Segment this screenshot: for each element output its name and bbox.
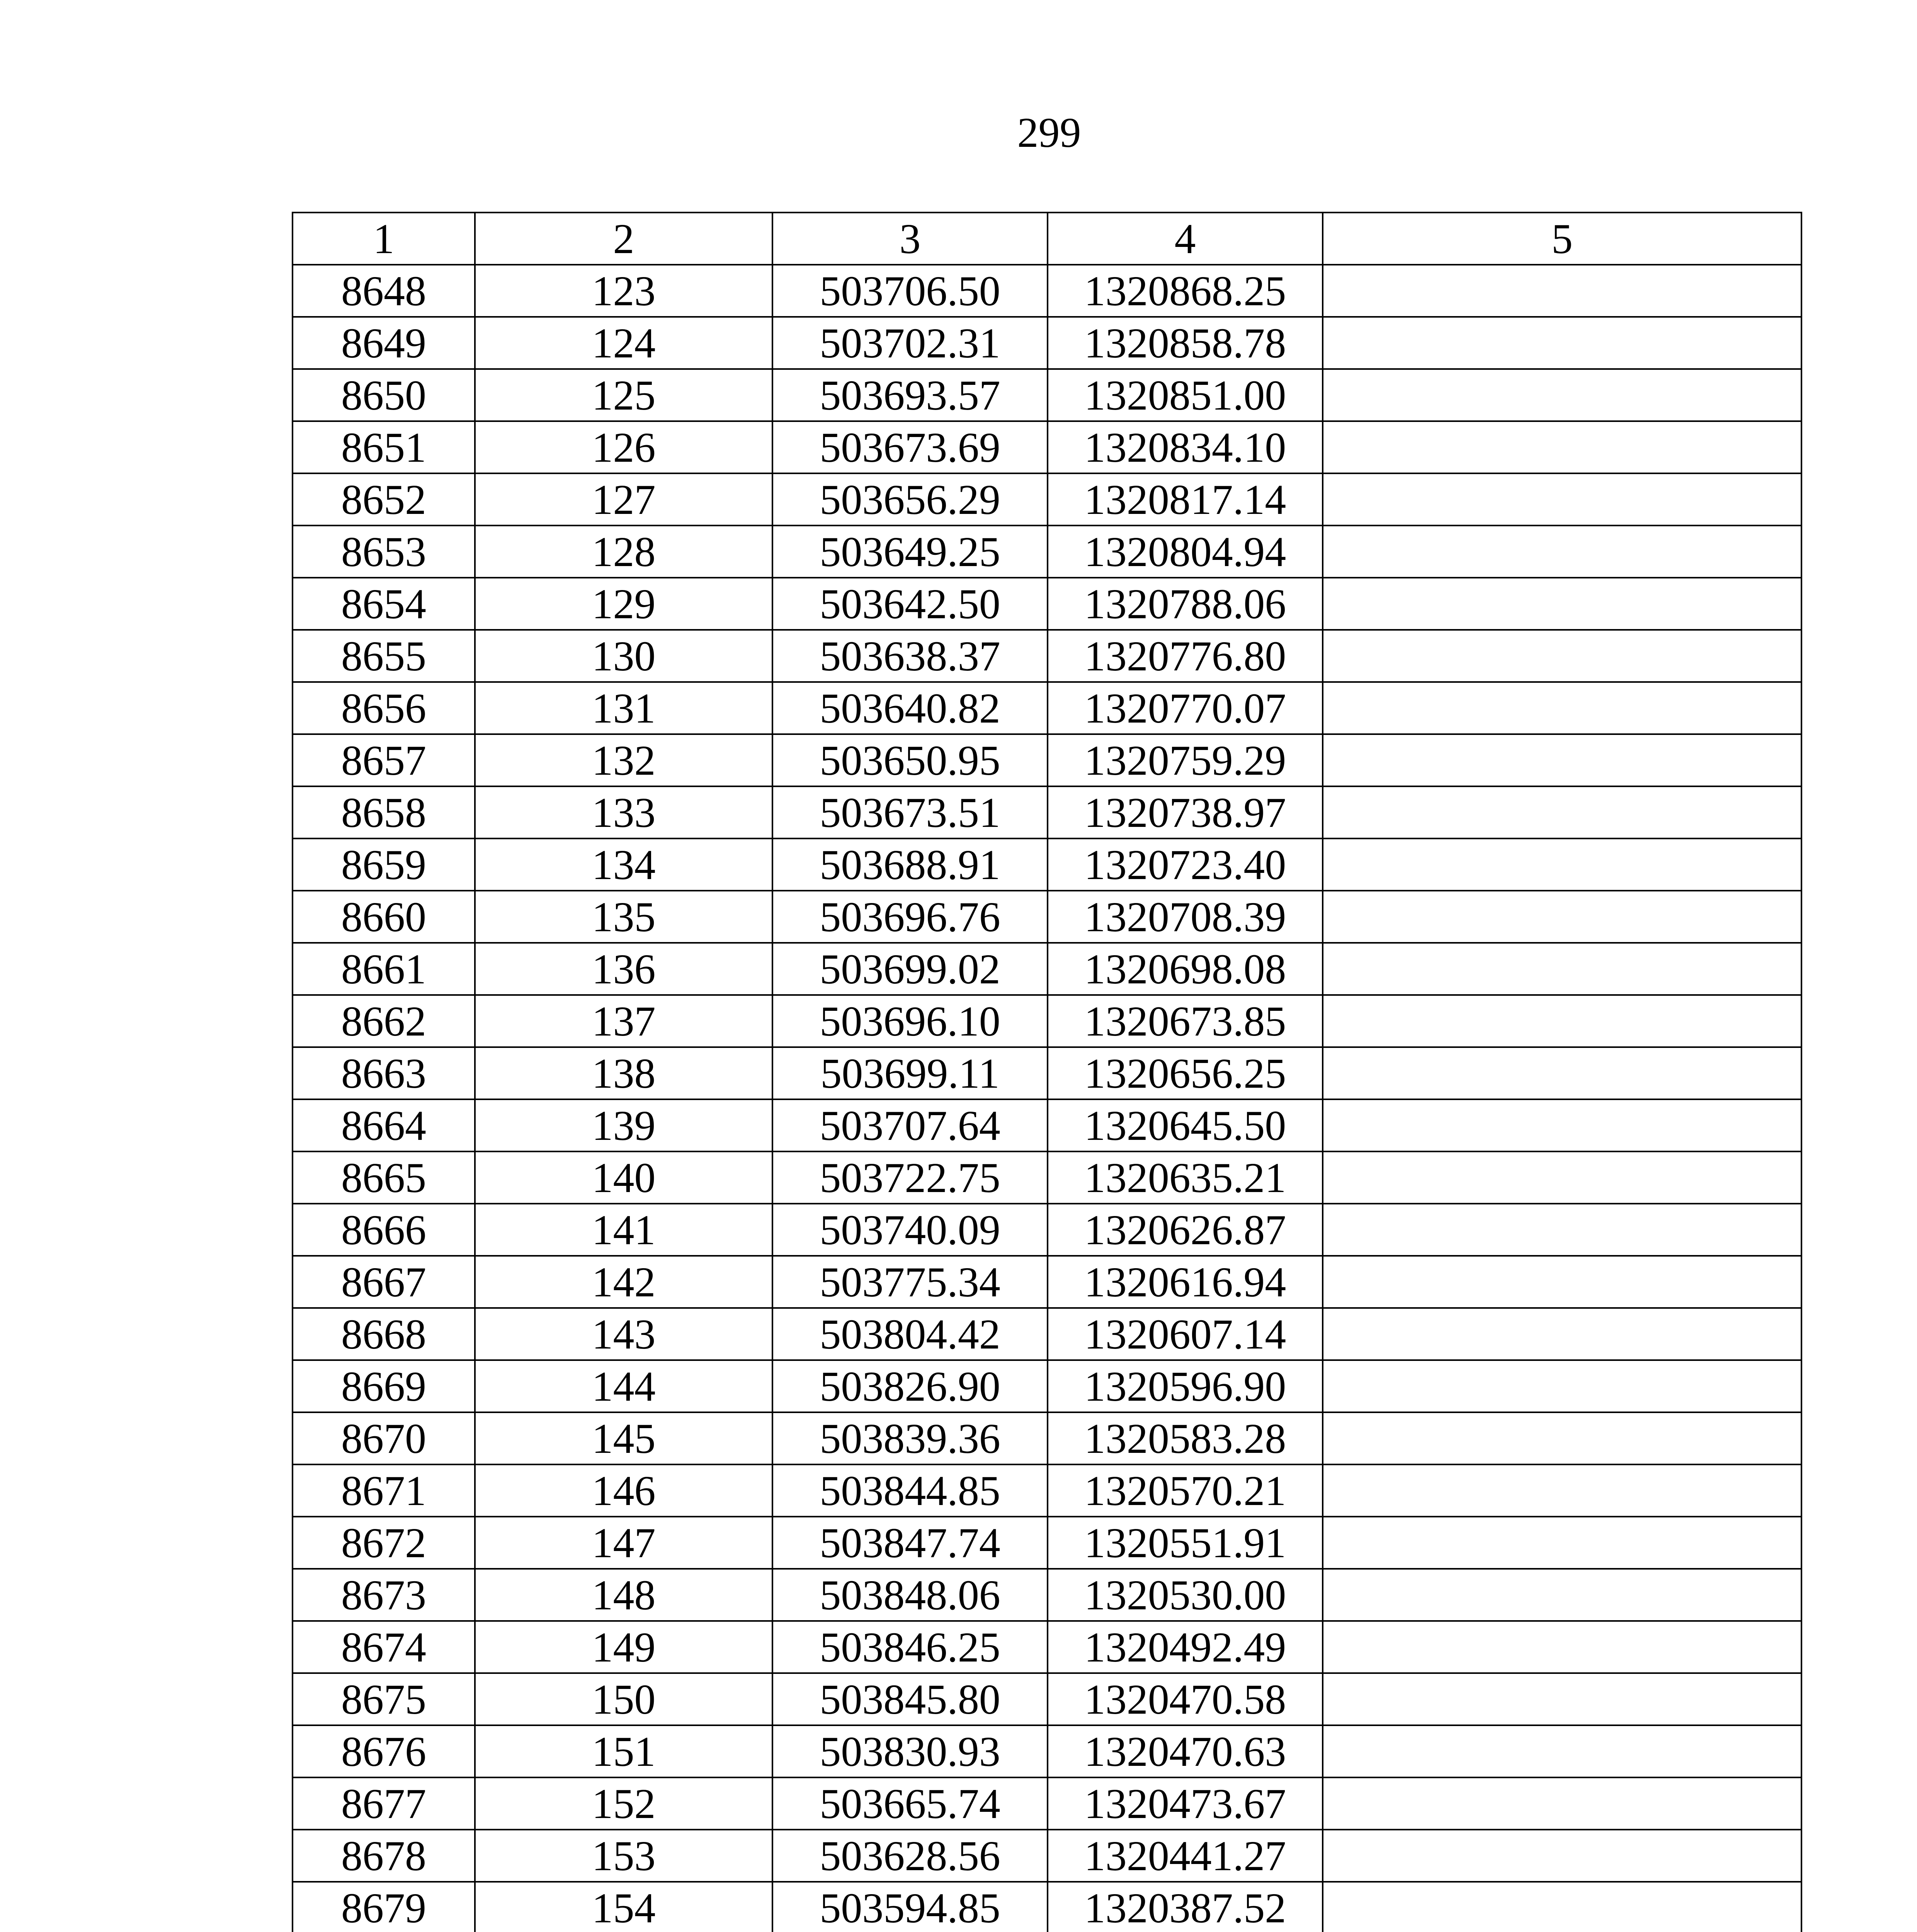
table-cell: 503775.34 bbox=[772, 1256, 1048, 1308]
table-cell: 1320851.00 bbox=[1048, 369, 1323, 421]
table-cell: 1320770.07 bbox=[1048, 682, 1323, 734]
table-row bbox=[293, 838, 1801, 891]
table-cell: 1320441.27 bbox=[1048, 1830, 1323, 1882]
table-cell: 503638.37 bbox=[772, 630, 1048, 682]
table-cell: 150 bbox=[475, 1673, 772, 1725]
table-cell: 1320817.14 bbox=[1048, 473, 1323, 526]
table-cell: 8674 bbox=[293, 1621, 475, 1673]
table-cell: 503656.29 bbox=[772, 473, 1048, 526]
table-cell bbox=[1323, 578, 1801, 630]
table-cell: 8660 bbox=[293, 891, 475, 943]
table-cell: 8650 bbox=[293, 369, 475, 421]
table-cell: 1320635.21 bbox=[1048, 1151, 1323, 1204]
table-row bbox=[293, 1256, 1801, 1308]
table-row bbox=[293, 682, 1801, 734]
table-cell: 503804.42 bbox=[772, 1308, 1048, 1360]
table-cell: 503839.36 bbox=[772, 1412, 1048, 1464]
table-row bbox=[293, 891, 1801, 943]
table-cell: 137 bbox=[475, 995, 772, 1047]
table-cell bbox=[1323, 317, 1801, 369]
table-row bbox=[293, 1308, 1801, 1360]
table-cell: 8655 bbox=[293, 630, 475, 682]
table-cell: 136 bbox=[475, 943, 772, 995]
table-cell: 8653 bbox=[293, 526, 475, 578]
table-cell: 138 bbox=[475, 1047, 772, 1099]
table-cell: 8664 bbox=[293, 1099, 475, 1151]
table-cell: 8656 bbox=[293, 682, 475, 734]
table-cell: 8654 bbox=[293, 578, 475, 630]
table-cell bbox=[1323, 473, 1801, 526]
table-cell: 146 bbox=[475, 1464, 772, 1517]
table-cell: 1320834.10 bbox=[1048, 421, 1323, 473]
table-row bbox=[293, 1882, 1801, 1932]
table-cell: 503707.64 bbox=[772, 1099, 1048, 1151]
table-cell: 126 bbox=[475, 421, 772, 473]
table-cell bbox=[1323, 1256, 1801, 1308]
table-cell: 8665 bbox=[293, 1151, 475, 1204]
table-row bbox=[293, 786, 1801, 838]
table-cell: 503650.95 bbox=[772, 734, 1048, 786]
table-cell: 139 bbox=[475, 1099, 772, 1151]
table-cell: 123 bbox=[475, 265, 772, 317]
table-cell: 125 bbox=[475, 369, 772, 421]
table-cell: 503848.06 bbox=[772, 1569, 1048, 1621]
table-cell: 8678 bbox=[293, 1830, 475, 1882]
table-row bbox=[293, 734, 1801, 786]
page-number: 299 bbox=[1017, 109, 1081, 156]
table-cell: 8677 bbox=[293, 1777, 475, 1830]
table-cell: 1320788.06 bbox=[1048, 578, 1323, 630]
table-cell bbox=[1323, 1308, 1801, 1360]
table-cell: 1320626.87 bbox=[1048, 1204, 1323, 1256]
table-cell: 152 bbox=[475, 1777, 772, 1830]
table-cell: 1320698.08 bbox=[1048, 943, 1323, 995]
table-cell: 8657 bbox=[293, 734, 475, 786]
table-cell: 149 bbox=[475, 1621, 772, 1673]
table-cell: 8658 bbox=[293, 786, 475, 838]
table-cell: 8649 bbox=[293, 317, 475, 369]
table-cell: 1320759.29 bbox=[1048, 734, 1323, 786]
table-cell: 8652 bbox=[293, 473, 475, 526]
table-cell: 1320858.78 bbox=[1048, 317, 1323, 369]
table-cell: 151 bbox=[475, 1725, 772, 1777]
table-cell: 8667 bbox=[293, 1256, 475, 1308]
table-cell: 8671 bbox=[293, 1464, 475, 1517]
table-cell: 132 bbox=[475, 734, 772, 786]
table-cell: 1320551.91 bbox=[1048, 1517, 1323, 1569]
table-row bbox=[293, 1204, 1801, 1256]
table-cell: 1320596.90 bbox=[1048, 1360, 1323, 1412]
table-row bbox=[293, 578, 1801, 630]
table-cell: 1320804.94 bbox=[1048, 526, 1323, 578]
table-cell: 133 bbox=[475, 786, 772, 838]
table-cell: 1320492.49 bbox=[1048, 1621, 1323, 1673]
table-row bbox=[293, 943, 1801, 995]
coordinates-table bbox=[292, 212, 1802, 1932]
table-cell: 142 bbox=[475, 1256, 772, 1308]
table-row bbox=[293, 1464, 1801, 1517]
table-cell bbox=[1323, 786, 1801, 838]
table-cell: 503740.09 bbox=[772, 1204, 1048, 1256]
table-cell: 1320387.52 bbox=[1048, 1882, 1323, 1932]
table-header-row bbox=[293, 213, 1801, 265]
table-cell: 503722.75 bbox=[772, 1151, 1048, 1204]
table-cell: 1320645.50 bbox=[1048, 1099, 1323, 1151]
table-cell bbox=[1323, 734, 1801, 786]
table-cell bbox=[1323, 630, 1801, 682]
table-cell: 1320776.80 bbox=[1048, 630, 1323, 682]
table-cell: 8659 bbox=[293, 838, 475, 891]
column-header: 3 bbox=[772, 213, 1048, 265]
table-cell: 1320673.85 bbox=[1048, 995, 1323, 1047]
table-cell: 8669 bbox=[293, 1360, 475, 1412]
table-cell: 503673.69 bbox=[772, 421, 1048, 473]
table-cell: 8675 bbox=[293, 1673, 475, 1725]
table-cell: 1320607.14 bbox=[1048, 1308, 1323, 1360]
table-cell: 1320616.94 bbox=[1048, 1256, 1323, 1308]
table-cell bbox=[1323, 943, 1801, 995]
table-cell: 503826.90 bbox=[772, 1360, 1048, 1412]
table-row bbox=[293, 1517, 1801, 1569]
table-cell: 128 bbox=[475, 526, 772, 578]
table-cell: 8651 bbox=[293, 421, 475, 473]
table-row bbox=[293, 1360, 1801, 1412]
table-cell: 8666 bbox=[293, 1204, 475, 1256]
table-row bbox=[293, 1569, 1801, 1621]
table-cell: 1320738.97 bbox=[1048, 786, 1323, 838]
table-row bbox=[293, 1777, 1801, 1830]
table-row bbox=[293, 526, 1801, 578]
table-cell: 503699.11 bbox=[772, 1047, 1048, 1099]
table-cell: 141 bbox=[475, 1204, 772, 1256]
column-header: 1 bbox=[293, 213, 475, 265]
column-header: 2 bbox=[475, 213, 772, 265]
table-row bbox=[293, 1412, 1801, 1464]
table-cell: 124 bbox=[475, 317, 772, 369]
table-cell: 147 bbox=[475, 1517, 772, 1569]
table-row bbox=[293, 1151, 1801, 1204]
table-cell: 1320470.63 bbox=[1048, 1725, 1323, 1777]
table-cell: 503699.02 bbox=[772, 943, 1048, 995]
table-cell: 503673.51 bbox=[772, 786, 1048, 838]
table-cell: 1320656.25 bbox=[1048, 1047, 1323, 1099]
table-cell: 1320473.67 bbox=[1048, 1777, 1323, 1830]
table-cell bbox=[1323, 1204, 1801, 1256]
table-cell: 503847.74 bbox=[772, 1517, 1048, 1569]
table-cell: 135 bbox=[475, 891, 772, 943]
table-cell: 503844.85 bbox=[772, 1464, 1048, 1517]
table-cell: 153 bbox=[475, 1830, 772, 1882]
table-cell: 503688.91 bbox=[772, 838, 1048, 891]
table-cell: 503846.25 bbox=[772, 1621, 1048, 1673]
table-cell bbox=[1323, 995, 1801, 1047]
table-cell: 8661 bbox=[293, 943, 475, 995]
table-cell: 8670 bbox=[293, 1412, 475, 1464]
table-cell bbox=[1323, 1777, 1801, 1830]
table-cell: 503696.10 bbox=[772, 995, 1048, 1047]
table-cell: 503693.57 bbox=[772, 369, 1048, 421]
table-cell: 503665.74 bbox=[772, 1777, 1048, 1830]
column-header: 4 bbox=[1048, 213, 1323, 265]
table-body bbox=[293, 265, 1801, 1932]
table-cell bbox=[1323, 1569, 1801, 1621]
table-cell: 8662 bbox=[293, 995, 475, 1047]
table-cell: 1320583.28 bbox=[1048, 1412, 1323, 1464]
table-cell: 130 bbox=[475, 630, 772, 682]
table-cell: 503649.25 bbox=[772, 526, 1048, 578]
table-cell: 144 bbox=[475, 1360, 772, 1412]
table-cell: 503628.56 bbox=[772, 1830, 1048, 1882]
table-cell: 503830.93 bbox=[772, 1725, 1048, 1777]
table-cell bbox=[1323, 369, 1801, 421]
table-row bbox=[293, 1725, 1801, 1777]
table-cell: 143 bbox=[475, 1308, 772, 1360]
table-row bbox=[293, 995, 1801, 1047]
table-cell: 1320570.21 bbox=[1048, 1464, 1323, 1517]
table-cell: 1320470.58 bbox=[1048, 1673, 1323, 1725]
table-row bbox=[293, 1673, 1801, 1725]
table-cell: 8676 bbox=[293, 1725, 475, 1777]
table-cell bbox=[1323, 1412, 1801, 1464]
table-row bbox=[293, 473, 1801, 526]
table-row bbox=[293, 1621, 1801, 1673]
table-cell bbox=[1323, 1673, 1801, 1725]
table-cell: 148 bbox=[475, 1569, 772, 1621]
table-cell bbox=[1323, 1621, 1801, 1673]
table-cell: 1320868.25 bbox=[1048, 265, 1323, 317]
table-cell: 503642.50 bbox=[772, 578, 1048, 630]
table-cell bbox=[1323, 1047, 1801, 1099]
table-cell: 503845.80 bbox=[772, 1673, 1048, 1725]
table-cell bbox=[1323, 838, 1801, 891]
table-cell bbox=[1323, 421, 1801, 473]
table-cell bbox=[1323, 1882, 1801, 1932]
table-cell bbox=[1323, 1830, 1801, 1882]
table-cell: 8663 bbox=[293, 1047, 475, 1099]
table-cell: 8668 bbox=[293, 1308, 475, 1360]
table-row bbox=[293, 1099, 1801, 1151]
table-cell: 503594.85 bbox=[772, 1882, 1048, 1932]
table-cell bbox=[1323, 1151, 1801, 1204]
table-cell bbox=[1323, 1360, 1801, 1412]
table-cell: 154 bbox=[475, 1882, 772, 1932]
table-cell bbox=[1323, 1099, 1801, 1151]
table-cell: 503706.50 bbox=[772, 265, 1048, 317]
table-cell: 127 bbox=[475, 473, 772, 526]
table-cell: 134 bbox=[475, 838, 772, 891]
table-cell: 8673 bbox=[293, 1569, 475, 1621]
table-cell bbox=[1323, 265, 1801, 317]
table-row bbox=[293, 317, 1801, 369]
table-cell: 503702.31 bbox=[772, 317, 1048, 369]
table-cell: 1320530.00 bbox=[1048, 1569, 1323, 1621]
table-cell: 129 bbox=[475, 578, 772, 630]
table-cell: 503696.76 bbox=[772, 891, 1048, 943]
table-cell: 503640.82 bbox=[772, 682, 1048, 734]
table-cell: 1320708.39 bbox=[1048, 891, 1323, 943]
table-cell bbox=[1323, 526, 1801, 578]
table-row bbox=[293, 1047, 1801, 1099]
table-cell bbox=[1323, 1725, 1801, 1777]
table-cell bbox=[1323, 1517, 1801, 1569]
table-cell: 8648 bbox=[293, 265, 475, 317]
table-cell: 145 bbox=[475, 1412, 772, 1464]
table-cell: 140 bbox=[475, 1151, 772, 1204]
table-cell bbox=[1323, 1464, 1801, 1517]
table-cell: 8679 bbox=[293, 1882, 475, 1932]
table-cell: 131 bbox=[475, 682, 772, 734]
table-cell: 8672 bbox=[293, 1517, 475, 1569]
table-row bbox=[293, 1830, 1801, 1882]
table-row bbox=[293, 265, 1801, 317]
table-row bbox=[293, 369, 1801, 421]
table-row bbox=[293, 630, 1801, 682]
table-cell: 1320723.40 bbox=[1048, 838, 1323, 891]
table-row bbox=[293, 421, 1801, 473]
column-header: 5 bbox=[1323, 213, 1801, 265]
table-cell bbox=[1323, 682, 1801, 734]
table-cell bbox=[1323, 891, 1801, 943]
